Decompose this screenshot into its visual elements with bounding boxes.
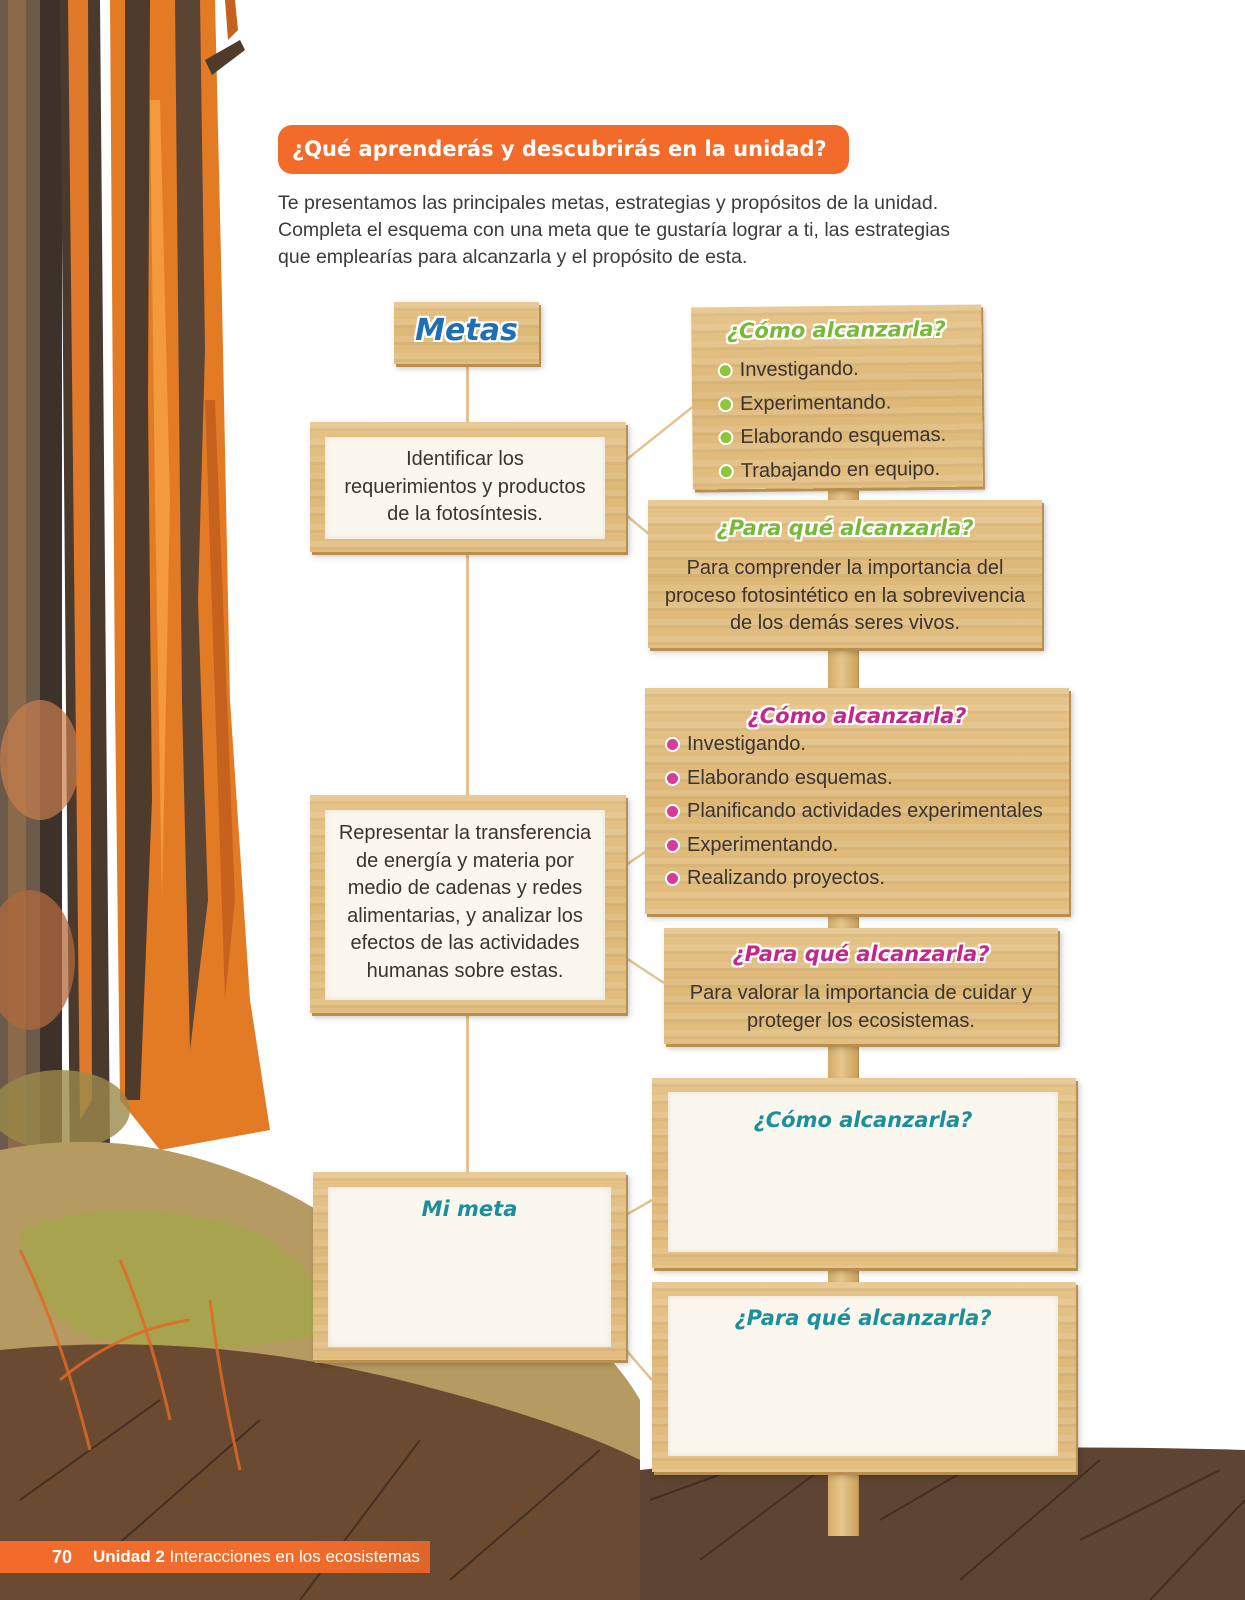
goal2-how-title: ¿Cómo alcanzarla? xyxy=(747,704,967,728)
goal1-paper xyxy=(325,437,605,539)
list-item: Investigando. xyxy=(720,352,946,388)
goal1-how-board xyxy=(691,304,983,489)
list-item: Experimentando. xyxy=(720,385,946,421)
my-goal-label: Mi meta xyxy=(421,1197,518,1221)
goal2-text: Representar la transferencia de energía y materia por medio de cadenas y redes alimentarias, y analizar los efectos de las actividades humanas sobre estas. xyxy=(338,822,592,982)
list-item: Planificando actividades experimentales xyxy=(667,795,1043,829)
goal2-why-title: ¿Para qué alcanzarla? xyxy=(732,942,990,966)
goal1-why-title: ¿Para qué alcanzarla? xyxy=(716,516,974,540)
goal1-text: Identificar los requerimientos y productos de la fotosíntesis. xyxy=(344,448,586,525)
goal3-board xyxy=(313,1172,626,1360)
goal2-how-list xyxy=(667,728,1043,896)
list-item: Elaborando esquemas. xyxy=(667,762,1043,796)
list-item: Trabajando en equipo. xyxy=(721,452,947,488)
footer-unit xyxy=(93,1541,420,1573)
list-item: Experimentando. xyxy=(667,829,1043,863)
goal1-why-board xyxy=(648,500,1042,648)
metas-board xyxy=(394,302,539,364)
intro-paragraph: Te presentamos las principales metas, estrategias y propósitos de la unidad. Completa el esquema con una meta que te gustaría lograr a ti, las estrategias que emplearías para alcanzarla y el propósito de esta. xyxy=(278,192,951,268)
section-title: ¿Qué aprenderás y descubrirás en la unidad? xyxy=(278,125,849,174)
goal2-why-text: Para valorar la importancia de cuidar y proteger los ecosistemas. xyxy=(689,982,1033,1032)
goal2-paper xyxy=(325,810,605,1000)
unit-label: Unidad 2 xyxy=(93,1547,165,1566)
goal2-why-board xyxy=(664,928,1058,1044)
goal2-board xyxy=(310,795,626,1013)
list-item: Investigando. xyxy=(667,728,1043,762)
goal3-why-title: ¿Para qué alcanzarla? xyxy=(734,1306,992,1330)
goal3-paper xyxy=(328,1187,611,1347)
goal3-how-title: ¿Cómo alcanzarla? xyxy=(753,1108,973,1132)
list-item: Realizando proyectos. xyxy=(667,862,1043,896)
goal1-why-text: Para comprender la importancia del proceso fotosintético en la sobrevivencia de los demás seres vivos. xyxy=(664,557,1026,634)
goal3-how-board xyxy=(652,1078,1076,1268)
goal1-how-list xyxy=(720,352,947,488)
list-item: Elaborando esquemas. xyxy=(720,419,946,455)
goal1-how-title: ¿Cómo alcanzarla? xyxy=(726,316,946,344)
unit-title: Interacciones en los ecosistemas xyxy=(169,1547,420,1566)
goal2-how-board xyxy=(645,688,1069,914)
metas-label: Metas xyxy=(415,313,518,348)
goal3-how-paper[interactable] xyxy=(668,1092,1058,1252)
goal3-why-board xyxy=(652,1282,1076,1472)
goal3-why-paper[interactable] xyxy=(668,1296,1058,1456)
page-number: 70 xyxy=(52,1547,73,1567)
goal1-board xyxy=(310,422,626,552)
